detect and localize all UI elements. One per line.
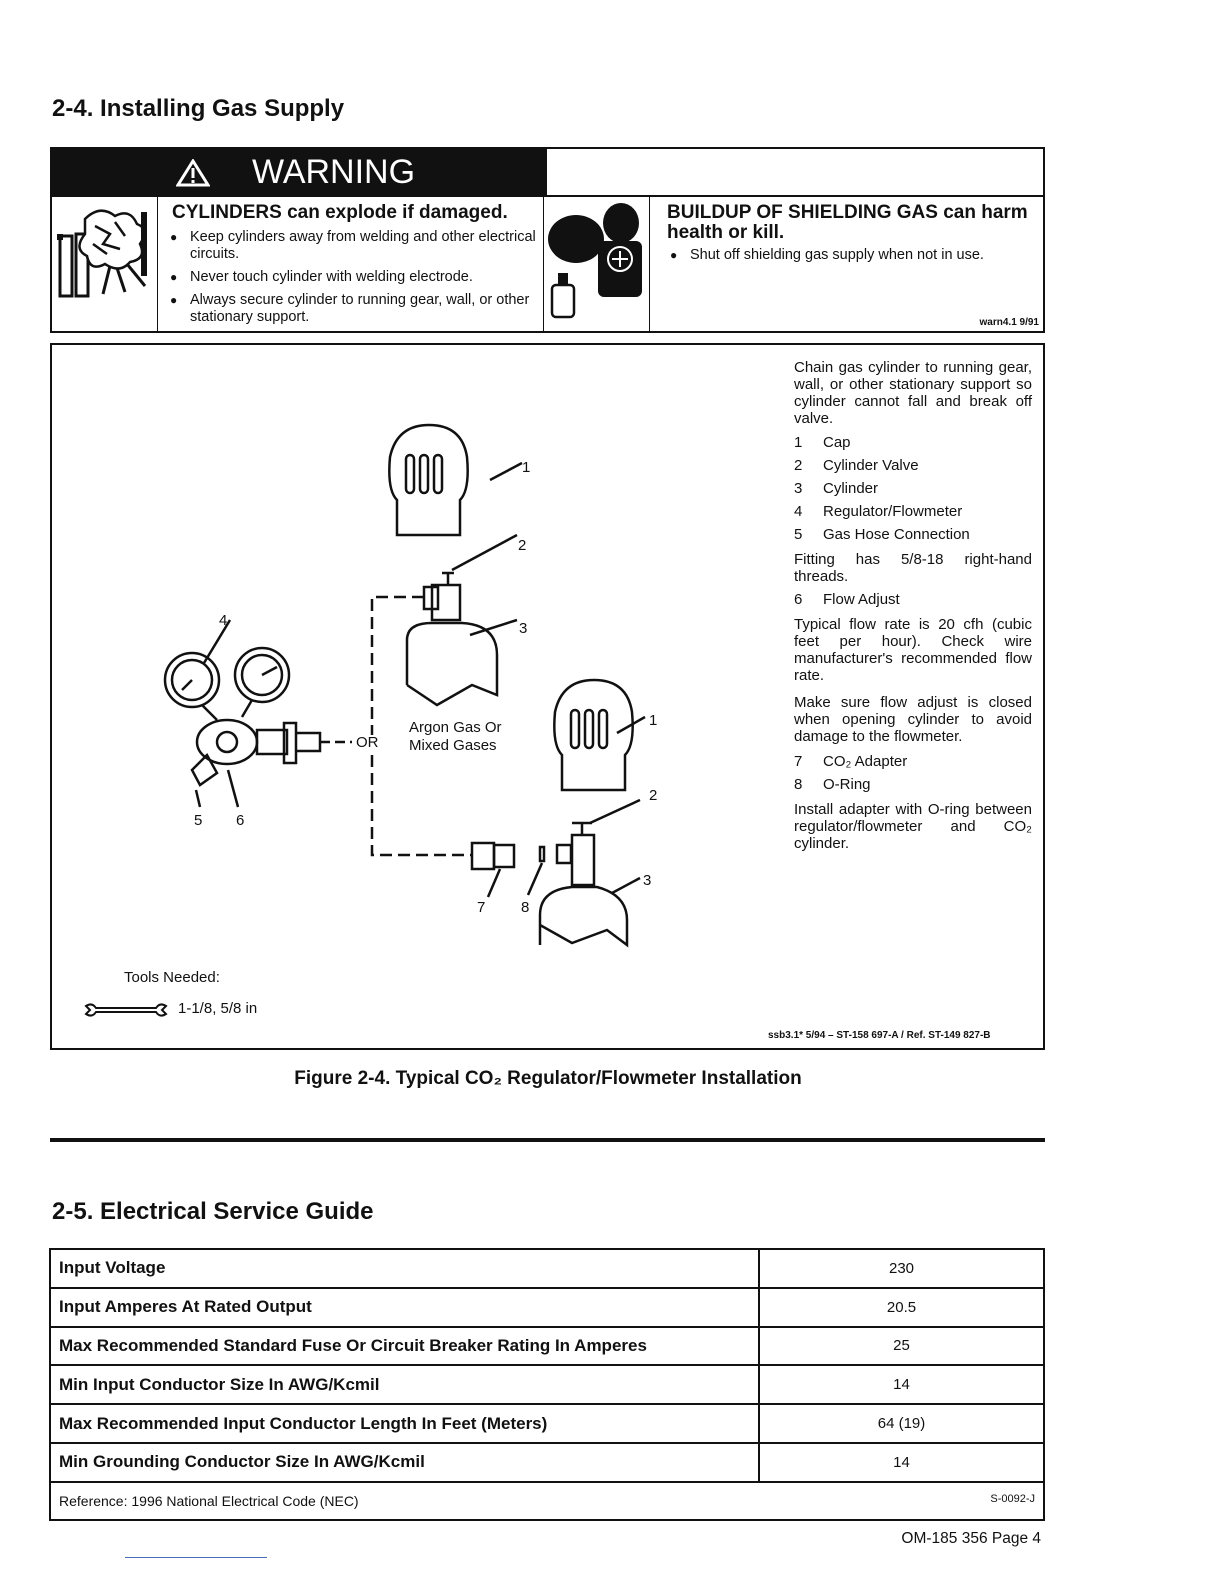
row-label: Input Amperes At Rated Output (50, 1288, 759, 1327)
warning-code: warn4.1 9/91 (979, 317, 1039, 328)
cap-top-slot (420, 455, 428, 493)
table-row-reference (50, 1482, 1044, 1520)
regulator-body (202, 700, 252, 720)
row-value: 230 (759, 1249, 1044, 1288)
callout-number: 6 (236, 812, 245, 829)
callout-number: 8 (521, 899, 530, 916)
divider (52, 195, 1043, 197)
warning-box (50, 147, 1045, 333)
row-label: Max Recommended Standard Fuse Or Circuit Breaker Rating In Amperes (50, 1327, 759, 1366)
table-row (50, 1443, 1044, 1482)
cylinder-explosion-icon (55, 204, 155, 304)
table-row (50, 1288, 1044, 1327)
gas-buildup-icon (546, 201, 646, 329)
page-footer: OM-185 356 Page 4 (901, 1530, 1041, 1547)
legend-item: 3 Cylinder (794, 480, 879, 497)
regulator-installation-drawing (52, 345, 792, 1005)
table-row (50, 1404, 1044, 1443)
callout-number: 3 (643, 872, 652, 889)
reference-text: Reference: 1996 National Electrical Code (NEC) (59, 1492, 359, 1509)
section-divider (50, 1138, 1045, 1142)
cylinder-top (407, 623, 497, 705)
note-flow-rate: Typical flow rate is 20 cfh (cubic feet per hour). Check wire manufacturer's recommended flow rate. (794, 616, 1032, 684)
electrical-service-table (49, 1248, 1045, 1521)
divider (157, 195, 158, 333)
warning-triangle-icon (176, 159, 210, 187)
legend-item: 6 Flow Adjust (794, 591, 900, 608)
wrench-icon (84, 1000, 168, 1020)
figure-box (50, 343, 1045, 1050)
bullet-item: ● Never touch cylinder with welding electrode. (170, 269, 540, 286)
legend-item: 5 Gas Hose Connection (794, 526, 970, 543)
row-value: 20.5 (759, 1288, 1044, 1327)
note-install-adapter: Install adapter with O-ring between regulator/flowmeter and CO₂ cylinder. (794, 801, 1032, 852)
hazard-bullets-shielding-gas (670, 247, 1040, 270)
figure-intro: Chain gas cylinder to running gear, wall, or other stationary support so cylinder cannot fall and break off valve. (794, 359, 1032, 427)
cap-bottom-slot (585, 710, 593, 748)
hazard-title-cylinders: CYLINDERS can explode if damaged. (172, 202, 508, 223)
callout-number: 4 (219, 612, 228, 629)
callout-number: 2 (649, 787, 658, 804)
row-value: 25 (759, 1327, 1044, 1366)
legend-item: 1 Cap (794, 434, 851, 451)
callout-number: 1 (649, 712, 658, 729)
tools-needed-label: Tools Needed: (124, 969, 220, 986)
cap-bottom-slot (599, 710, 607, 748)
callout-number: 1 (522, 459, 531, 476)
table-row (50, 1249, 1044, 1288)
row-value: 64 (19) (759, 1404, 1044, 1443)
legend-item: 8 O-Ring (794, 776, 871, 793)
divider (543, 195, 544, 333)
note-fitting: Fitting has 5/8-18 right-hand threads. (794, 551, 1032, 585)
note-close-flow-adjust: Make sure flow adjust is closed when opening cylinder to avoid damage to the flowmeter. (794, 694, 1032, 745)
valve-top (432, 573, 460, 620)
cap-bottom-slot (571, 710, 579, 748)
row-value: 14 (759, 1365, 1044, 1404)
o-ring (540, 847, 544, 861)
or-label: OR (356, 734, 379, 751)
tools-sizes: 1-1/8, 5/8 in (178, 1000, 258, 1017)
reference-cell (50, 1482, 1044, 1520)
hose-fitting (296, 733, 320, 751)
regulator-outlet (257, 730, 287, 754)
divider (546, 149, 547, 195)
bullet-item: ● Shut off shielding gas supply when not in use. (670, 247, 1040, 264)
gas-hose-connection (192, 755, 217, 785)
footer-rule (125, 1557, 267, 1558)
section-title-electrical-service-guide: 2-5. Electrical Service Guide (52, 1198, 374, 1225)
callout-number: 7 (477, 899, 486, 916)
divider (649, 195, 650, 333)
valve-bottom (572, 823, 594, 885)
reference-code: S-0092-J (990, 1492, 1035, 1505)
callout-number: 5 (194, 812, 203, 829)
row-label: Min Input Conductor Size In AWG/Kcmil (50, 1365, 759, 1404)
row-value: 14 (759, 1443, 1044, 1482)
hazard-title-shielding-gas: BUILDUP OF SHIELDING GAS can harm health or kill. (667, 202, 1028, 243)
co2-adapter (472, 843, 494, 869)
figure-caption: Figure 2-4. Typical CO₂ Regulator/Flowmeter Installation (294, 1068, 802, 1089)
cap-top-slot (406, 455, 414, 493)
co2-adapter (494, 845, 514, 867)
row-label: Input Voltage (50, 1249, 759, 1288)
section-title-installing-gas-supply: 2-4. Installing Gas Supply (52, 95, 345, 122)
bullet-item: ● Keep cylinders away from welding and other electrical circuits. (170, 229, 540, 263)
cylinder-bottom (540, 887, 627, 945)
warning-banner-text: WARNING (252, 153, 416, 191)
warning-banner (52, 149, 546, 195)
callout-number: 3 (519, 620, 528, 637)
legend-item: 7 CO₂ Adapter (794, 753, 908, 770)
bullet-item: ● Always secure cylinder to running gear, wall, or other stationary support. (170, 292, 540, 326)
legend-item: 4 Regulator/Flowmeter (794, 503, 963, 520)
table-row (50, 1365, 1044, 1404)
hazard-bullets-cylinders (170, 229, 540, 332)
callout-number: 2 (518, 537, 527, 554)
row-label: Min Grounding Conductor Size In AWG/Kcmil (50, 1443, 759, 1482)
table-row (50, 1327, 1044, 1366)
figure-code: ssb3.1* 5/94 – ST-158 697-A / Ref. ST-149 827-B (768, 1030, 991, 1041)
row-label: Max Recommended Input Conductor Length In Feet (Meters) (50, 1404, 759, 1443)
cap-top-slot (434, 455, 442, 493)
mixed-gases-label: Mixed Gases (409, 737, 497, 754)
co2-fitting (557, 845, 571, 863)
legend-item: 2 Cylinder Valve (794, 457, 919, 474)
argon-label: Argon Gas Or (409, 719, 502, 736)
